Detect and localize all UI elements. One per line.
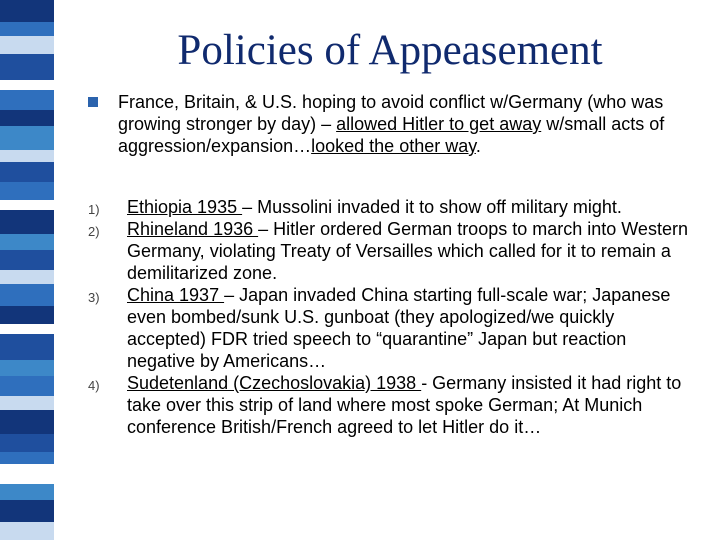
list-item-china	[88, 284, 698, 372]
list-item-heading: China 1937	[127, 285, 225, 305]
decorative-stripe	[0, 0, 54, 540]
list-item-text	[127, 372, 698, 438]
list-item-rhineland	[88, 218, 698, 284]
stripe-block	[0, 452, 54, 464]
list-number: 3)	[88, 290, 100, 305]
list-item-sudetenland	[88, 372, 698, 438]
stripe-block	[0, 306, 54, 324]
stripe-block	[0, 500, 54, 522]
intro-text	[118, 91, 688, 157]
stripe-block	[0, 54, 54, 80]
list-item-body: - Germany insisted it had right to take over this strip of land where most spoke German; At Munich conference British/French agreed to let Hitler do it…	[127, 373, 682, 437]
stripe-block	[0, 150, 54, 162]
stripe-block	[0, 110, 54, 126]
intro-prefix: France, Britain, & U.S. hoping to avoid conflict w/Germany (who was growing stronger by day) –	[118, 92, 664, 134]
intro-suffix: .	[475, 136, 481, 156]
intro-middle: w/small acts of aggression/expansion…	[118, 114, 665, 156]
list-item-text	[127, 196, 698, 218]
list-item-heading: Sudetenland (Czechoslovakia) 1938	[127, 373, 422, 393]
stripe-block	[0, 200, 54, 210]
stripe-block	[0, 334, 54, 360]
list-number: 4)	[88, 378, 100, 393]
stripe-block	[0, 0, 54, 22]
list-item-heading: Rhineland 1936	[127, 219, 259, 239]
stripe-block	[0, 36, 54, 54]
list-item-body: – Mussolini invaded it to show off military might.	[242, 197, 622, 217]
stripe-block	[0, 410, 54, 434]
stripe-block	[0, 182, 54, 200]
stripe-block	[0, 360, 54, 376]
list-number: 1)	[88, 202, 100, 217]
intro-underlined-1: allowed Hitler to get away	[336, 114, 542, 134]
stripe-block	[0, 396, 54, 410]
stripe-block	[0, 90, 54, 110]
stripe-block	[0, 234, 54, 250]
intro-underlined-2: looked the other way	[311, 136, 476, 156]
stripe-block	[0, 210, 54, 234]
intro-bullet	[88, 91, 688, 157]
list-item-text	[127, 218, 698, 284]
list-item-text	[127, 284, 698, 372]
stripe-block	[0, 126, 54, 150]
stripe-block	[0, 434, 54, 452]
stripe-block	[0, 162, 54, 182]
list-item-body: – Hitler ordered German troops to march into Western Germany, violating Treaty of Versailles which called for it to remain a demilitarized zone.	[127, 219, 688, 283]
stripe-block	[0, 22, 54, 36]
stripe-block	[0, 250, 54, 270]
stripe-block	[0, 270, 54, 284]
list-item-ethiopia	[88, 196, 698, 218]
slide-title: Policies of Appeasement	[177, 27, 603, 74]
list-number: 2)	[88, 224, 100, 239]
numbered-list	[88, 196, 698, 438]
stripe-block	[0, 522, 54, 540]
list-item-heading: Ethiopia 1935	[127, 197, 243, 217]
stripe-block	[0, 464, 54, 484]
stripe-block	[0, 324, 54, 334]
stripe-block	[0, 80, 54, 90]
stripe-block	[0, 484, 54, 500]
square-bullet-icon	[88, 97, 98, 107]
list-item-body: – Japan invaded China starting full-scale war; Japanese even bombed/sunk U.S. gunboat (they apologized/we quickly accepted) FDR tried speech to “quarantine” Japan but reaction negative by Americans…	[127, 285, 671, 371]
stripe-block	[0, 376, 54, 396]
stripe-block	[0, 284, 54, 306]
